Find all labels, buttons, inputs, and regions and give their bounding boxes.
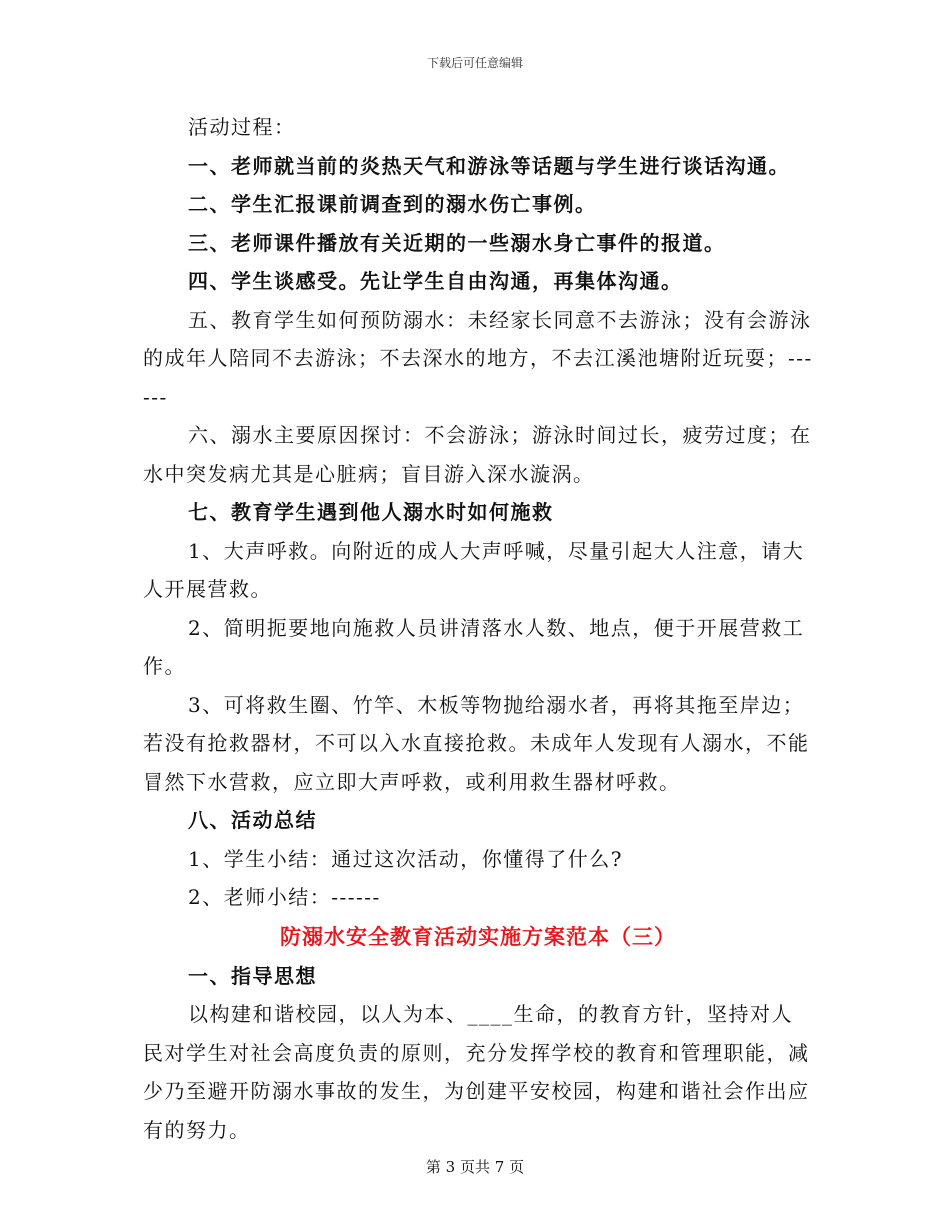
- section-title: 防溺水安全教育活动实施方案范本（三）: [280, 923, 676, 949]
- paragraph-step-8-heading: 八、活动总结: [188, 808, 317, 832]
- section-heading-guiding-thought: 一、指导思想: [188, 963, 317, 988]
- paragraph-step-3: 三、老师课件播放有关近期的一些溺水身亡事件的报道。: [188, 230, 726, 255]
- paragraph-rescue-1: 1、大声呼救。向附近的成人大声呼喊，尽量引起大人注意，请大人开展营救。: [143, 538, 805, 601]
- paragraph-step-1: 一、老师就当前的炎热天气和游泳等话题与学生进行谈话沟通。: [188, 153, 790, 178]
- page-footer: 第 3 页共 7 页: [425, 1158, 525, 1176]
- paragraph-summary-1: 1、学生小结：通过这次活动，你懂得了什么?: [188, 846, 623, 871]
- paragraph-step-4: 四、学生谈感受。先让学生自由沟通，再集体沟通。: [188, 269, 683, 293]
- paragraph-step-2: 二、学生汇报课前调查到的溺水伤亡事例。: [188, 192, 597, 216]
- paragraph-step-7-heading: 七、教育学生遇到他人溺水时如何施救: [188, 500, 554, 524]
- paragraph-rescue-2: 2、简明扼要地向施救人员讲清落水人数、地点，便于开展营救工作。: [143, 615, 805, 678]
- paragraph-summary-2: 2、老师小结：------: [188, 885, 381, 909]
- paragraph-rescue-3: 3、可将救生圈、竹竿、木板等物抛给溺水者，再将其拖至岸边；若没有抢救器材，不可以入水直接抢救。未成年人发现有人溺水，不能冒然下水营救，应立即大声呼救，或利用救生器材呼救。: [143, 692, 810, 794]
- paragraph-activity-process: 活动过程：: [188, 115, 296, 139]
- paragraph-step-6: 六、溺水主要原因探讨：不会游泳；游泳时间过长，疲劳过度；在水中突发病尤其是心脏病；盲目游入深水漩涡。: [143, 423, 812, 486]
- document-body: [143, 108, 813, 1149]
- page-header: 下载后可任意编辑: [426, 56, 523, 70]
- section-paragraph-guiding-thought: 以构建和谐校园，以人为本、____生命，的教育方针，坚持对人民对学生对社会高度负责的原则，充分发挥学校的教育和管理职能，减少乃至避开防溺水事故的发生，为创建平安校园，构建和谐社会作出应有的努力。: [143, 1002, 810, 1142]
- paragraph-step-5: 五、教育学生如何预防溺水：未经家长同意不去游泳；没有会游泳的成年人陪同不去游泳；不去深水的地方，不去江溪池塘附近玩耍；------: [143, 307, 813, 409]
